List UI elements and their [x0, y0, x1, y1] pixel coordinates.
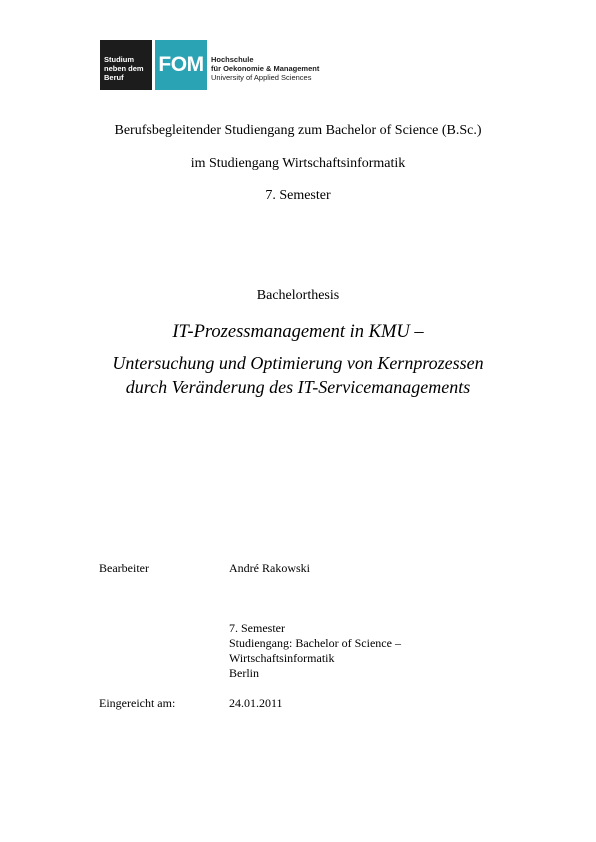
logo-brand: FOM: [155, 40, 207, 90]
thesis-subtitle: [0, 351, 596, 399]
logo-left-line: neben dem: [104, 64, 144, 73]
semester-line: 7. Semester: [265, 188, 331, 203]
submitted-date: 24.01.2011: [229, 696, 283, 710]
author-details: [229, 621, 401, 681]
thesis-title: IT-Prozessmanagement in KMU –: [172, 322, 424, 342]
logo-right-line: Hochschule: [211, 55, 254, 64]
fom-logo: [100, 40, 336, 90]
logo-right-line: University of Applied Sciences: [211, 73, 312, 82]
program-value: Studiengang: Bachelor of Science –: [229, 636, 401, 650]
author-label: Bearbeiter: [99, 561, 149, 575]
semester-value: 7. Semester: [229, 621, 285, 635]
logo-right-line: für Oekonomie & Management: [211, 64, 320, 73]
logo-institution: [211, 55, 319, 82]
field-line: im Studiengang Wirtschaftsinformatik: [190, 156, 406, 171]
subtitle-line: durch Veränderung des IT-Servicemanagements: [125, 377, 471, 397]
logo-left-line: Studium: [104, 55, 134, 64]
program-line: Berufsbegleitender Studiengang zum Bachelor of Science (B.Sc.): [114, 123, 482, 138]
logo-studium-block: [100, 40, 152, 90]
city-value: Berlin: [229, 666, 259, 680]
subtitle-line: Untersuchung und Optimierung von Kernprozessen: [112, 353, 484, 373]
author-name: André Rakowski: [229, 561, 310, 575]
program-value-cont: Wirtschaftsinformatik: [229, 651, 335, 665]
submitted-label: Eingereicht am:: [99, 696, 176, 710]
logo-left-line: Beruf: [104, 73, 124, 82]
thesis-type: Bachelorthesis: [256, 288, 340, 303]
